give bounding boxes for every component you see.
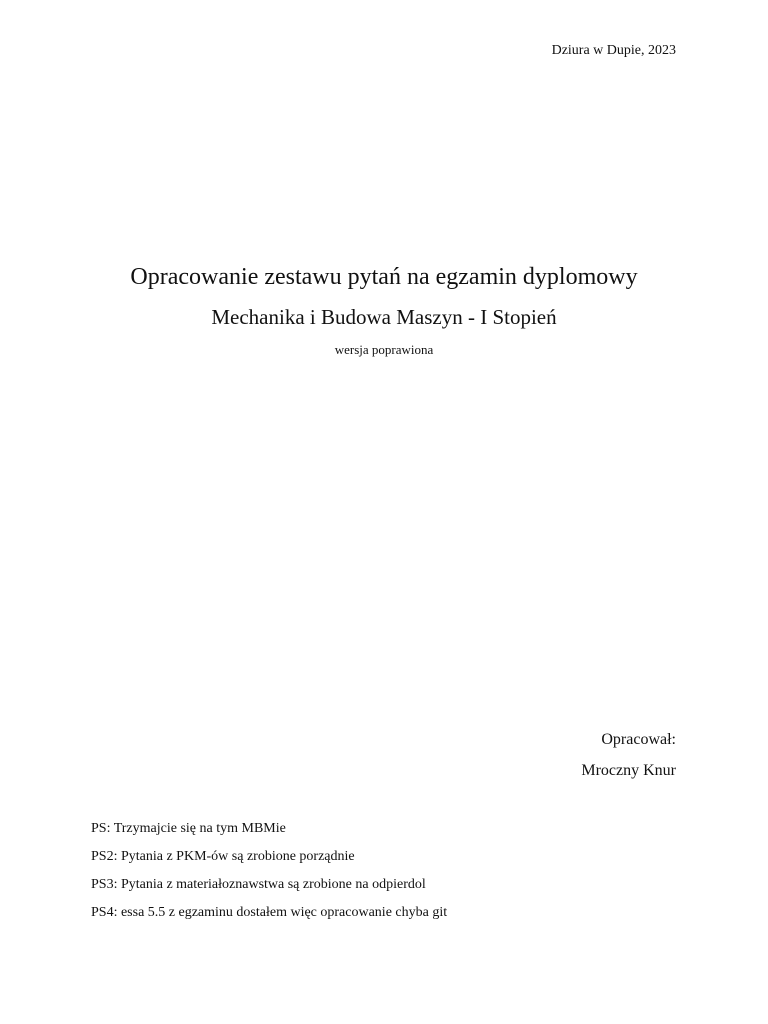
document-subtitle: Mechanika i Budowa Maszyn - I Stopień <box>211 305 557 329</box>
document-title: Opracowanie zestawu pytań na egzamin dyplomowy <box>130 264 638 290</box>
postscript-item: PS4: essa 5.5 z egzaminu dostałem więc opracowanie chyba git <box>91 905 448 920</box>
version-note: wersja poprawiona <box>334 342 434 357</box>
place-and-date: Dziura w Dupie, 2023 <box>551 43 676 58</box>
author-name: Mroczny Knur <box>581 762 676 779</box>
author-label: Opracował: <box>601 731 676 748</box>
postscript-item: PS2: Pytania z PKM-ów są zrobione porządnie <box>91 849 355 864</box>
postscript-item: PS3: Pytania z materiałoznawstwa są zrobione na odpierdol <box>91 877 426 892</box>
postscript-item: PS: Trzymajcie się na tym MBMie <box>91 821 286 836</box>
postscript-list <box>91 820 447 932</box>
